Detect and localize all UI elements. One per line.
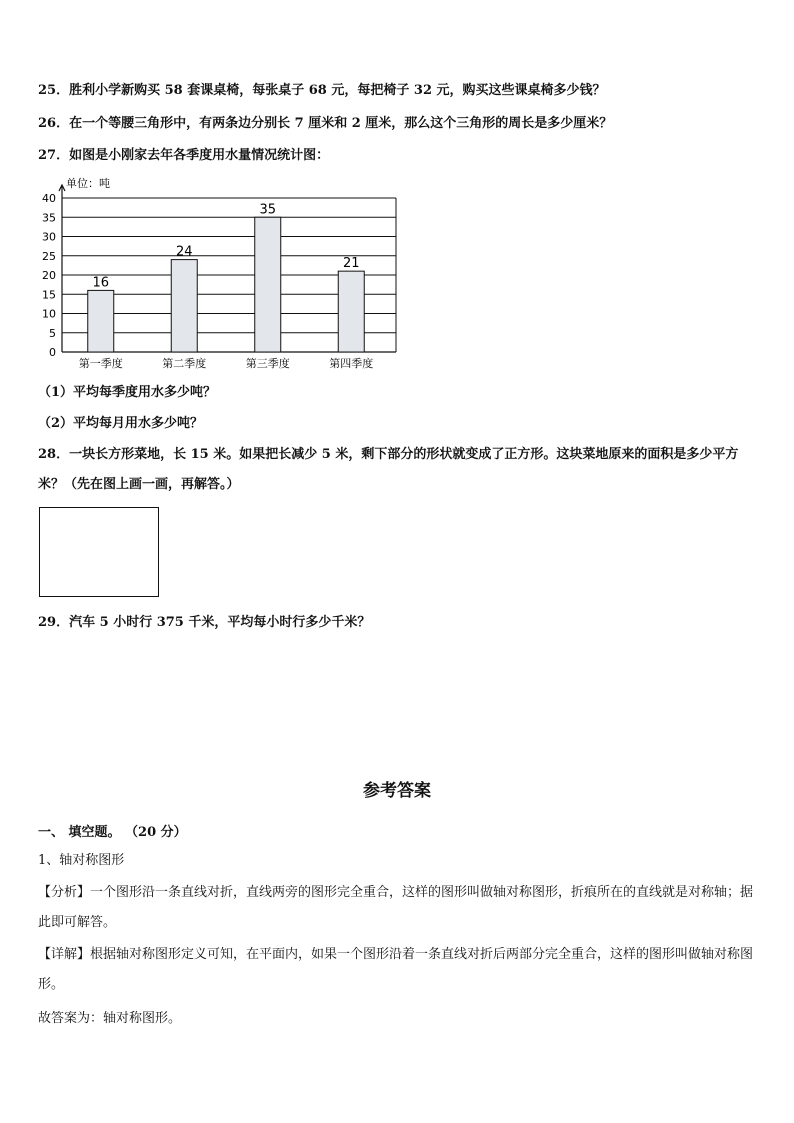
drawing-square — [39, 507, 159, 597]
bar-value-label: 16 — [92, 275, 110, 291]
bar-2 — [171, 260, 197, 352]
question-28: 28．一块长方形菜地，长 15 米。如果把长减少 5 米，剩下部分的形状就变成了正方形。这块菜地原来的面积是多少平方米？（先在图上画一画，再解答。） — [38, 447, 739, 492]
y-tick-label: 20 — [42, 269, 56, 282]
answer-result: 故答案为：轴对称图形。 — [38, 1011, 182, 1026]
y-tick-label: 35 — [42, 211, 56, 225]
y-tick-label: 15 — [42, 288, 56, 302]
chart-bars — [88, 217, 365, 352]
question-27-sub-1: （1）平均每季度用水多少吨？ — [38, 385, 217, 400]
question-29: 29．汽车 5 小时行 375 千米，平均每小时行多少千米？ — [38, 615, 371, 630]
bar-value-label: 24 — [175, 244, 193, 260]
x-category-label: 第三季度 — [245, 357, 290, 370]
answer-analysis: 【分析】一个图形沿一条直线对折，直线两旁的图形完全重合，这样的图形叫做轴对称图形，折痕所在的直线就是对称轴；据此即可解答。 — [38, 885, 754, 930]
y-tick-label: 10 — [42, 307, 56, 321]
chart-unit-label: 单位：吨 — [66, 177, 110, 190]
answers-section: 一、 填空题。 （20 分） — [38, 825, 187, 840]
answer-item-1: 1、轴对称图形 — [38, 853, 125, 868]
bar-3 — [255, 217, 281, 352]
question-27-sub-2: （2）平均每月用水多少吨？ — [38, 416, 204, 431]
answer-detail: 【详解】根据轴对称图形定义可知，在平面内，如果一个图形沿着一条直线对折后两部分完全重合，这样的图形叫做轴对称图形。 — [38, 947, 754, 992]
y-tick-label: 0 — [49, 346, 56, 359]
water-usage-bar-chart — [36, 176, 406, 376]
question-26: 26．在一个等腰三角形中，有两条边分别长 7 厘米和 2 厘米，那么这个三角形的周长是多少厘米？ — [38, 116, 613, 131]
y-tick-label: 30 — [42, 230, 56, 244]
bar-4 — [338, 271, 364, 352]
y-tick-label: 25 — [42, 249, 56, 263]
bar-value-label: 21 — [342, 256, 360, 272]
answers-title: 参考答案 — [363, 781, 431, 801]
bar-1 — [88, 290, 114, 352]
x-category-label: 第二季度 — [162, 357, 207, 370]
bar-value-label: 35 — [259, 202, 277, 218]
question-25: 25．胜利小学新购买 58 套课桌椅，每张桌子 68 元，每把椅子 32 元，购买这些课桌椅多少钱？ — [38, 83, 606, 98]
y-tick-label: 40 — [42, 192, 56, 205]
question-27: 27．如图是小刚家去年各季度用水量情况统计图： — [38, 148, 330, 163]
x-category-label: 第一季度 — [78, 357, 123, 370]
y-tick-label: 5 — [49, 326, 56, 340]
x-category-label: 第四季度 — [329, 357, 374, 370]
